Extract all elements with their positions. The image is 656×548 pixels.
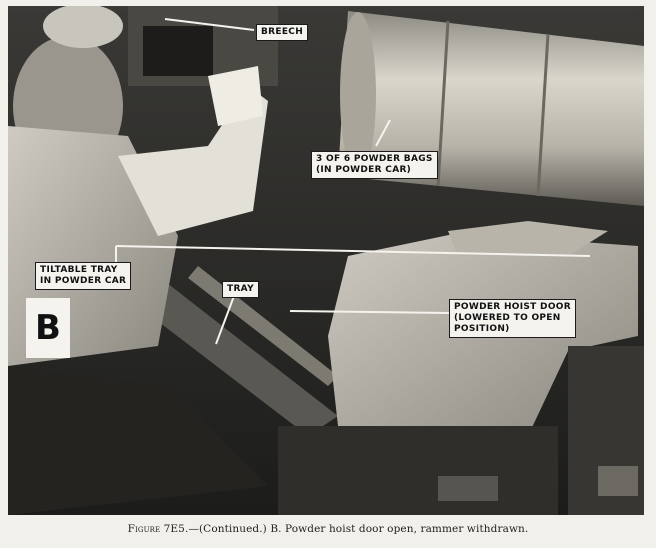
figure-caption <box>0 523 656 535</box>
figure-number: Figure 7E5. <box>127 523 189 535</box>
powder-hoist-door-label: POWDER HOIST DOOR (LOWERED TO OPEN POSITION) <box>449 299 576 338</box>
panel-letter: B <box>26 298 70 358</box>
photo-illustration <box>8 6 644 515</box>
breech-label: BREECH <box>256 24 308 41</box>
tiltable-tray-label: TILTABLE TRAY IN POWDER CAR <box>35 262 131 290</box>
tray-label: TRAY <box>222 281 259 298</box>
caption-text: —(Continued.) B. Powder hoist door open, rammer withdrawn. <box>188 523 529 535</box>
photograph <box>8 6 644 515</box>
powder-bags-label: 3 OF 6 POWDER BAGS (IN POWDER CAR) <box>311 151 438 179</box>
